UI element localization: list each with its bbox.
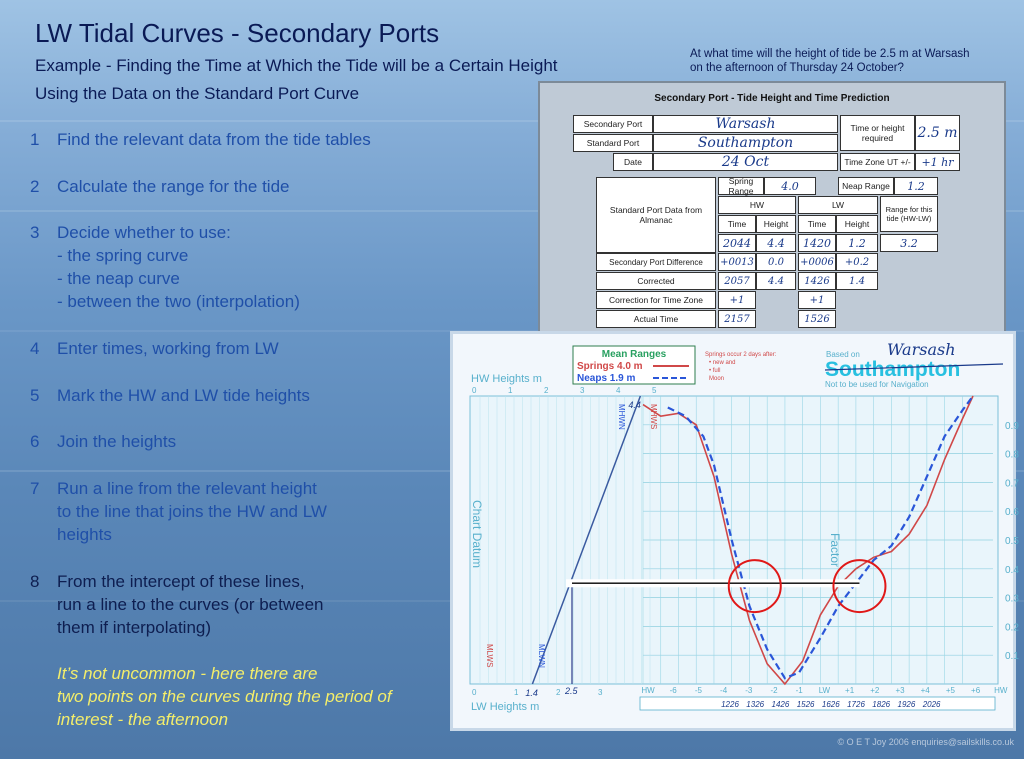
factor-tick-label: 0.6 (1005, 507, 1019, 519)
corr-hw-height: 4.4 (756, 272, 796, 290)
range-value: 3.2 (880, 234, 938, 252)
legend-springs: Springs 4.0 m (577, 361, 643, 372)
step-8 (30, 570, 323, 639)
time-entry: 1326 (746, 700, 765, 709)
port-handwritten: Warsash (887, 340, 956, 359)
hw-time-value: 2044 (718, 234, 756, 252)
step-text: Join the heights (57, 432, 177, 451)
diff-hw-height: 0.0 (756, 253, 796, 271)
step-number: 2 (30, 177, 40, 196)
lw-height-tick: 3 (598, 688, 603, 697)
time-axis-label: +2 (870, 686, 880, 695)
time-axis-label: +6 (971, 686, 981, 695)
factor-tick-label: 0.4 (1005, 564, 1019, 576)
timezone-value: +1 hr (915, 153, 960, 171)
actual-label: Actual Time (596, 310, 716, 328)
step-line: From the intercept of these lines, (57, 572, 305, 591)
corr-lw-height: 1.4 (836, 272, 878, 290)
diff-hw-time: +0013 (718, 253, 756, 271)
legend-neaps: Neaps 1.9 m (577, 373, 636, 384)
lw-height-tick: 1 (514, 688, 519, 697)
height-mark: 2.5 (565, 686, 578, 696)
neap-range-value: 1.2 (894, 177, 938, 195)
time-entry: 1626 (821, 700, 840, 709)
note (57, 662, 392, 731)
note-line: It’s not uncommon - here there are (57, 664, 318, 683)
springs-note-item: Moon (709, 376, 725, 382)
springs-note: Springs occur 2 days after: (705, 352, 777, 358)
tz-correction-label: Correction for Time Zone (596, 291, 716, 309)
step-subitem: - the neap curve (57, 269, 180, 288)
range-label: Range for this tide (HW-LW) (880, 196, 938, 232)
timezone-label: Time Zone UT +/- (840, 153, 915, 171)
lw-time-value: 1420 (798, 234, 836, 252)
hw-height-header: Height (756, 215, 796, 233)
step-number: 5 (30, 386, 40, 405)
hw-header: HW (718, 196, 796, 214)
step-line: them if interpolating) (57, 618, 212, 637)
page-title: LW Tidal Curves - Secondary Ports (35, 18, 440, 48)
subtitle: Example - Finding the Time at Which the Tide will be a Certain Height (35, 56, 558, 75)
time-axis-label: +1 (845, 686, 855, 695)
step-text: Decide whether to use: (57, 223, 231, 242)
lw-time-header: Time (798, 215, 836, 233)
not-for-navigation: Not to be used for Navigation (825, 380, 929, 389)
corrected-label: Corrected (596, 272, 716, 290)
subtitle-2: Using the Data on the Standard Port Curve (35, 84, 360, 103)
time-axis-label: LW (818, 686, 831, 695)
time-axis-label: +3 (895, 686, 905, 695)
time-entry: 1826 (872, 700, 891, 709)
time-axis-label: -5 (694, 686, 702, 695)
note-line: interest - the afternoon (57, 710, 229, 729)
time-axis-label: +5 (945, 686, 955, 695)
secondary-port-label: Secondary Port (573, 115, 653, 133)
lw-header: LW (798, 196, 878, 214)
factor-tick-label: 0.8 (1005, 449, 1019, 461)
factor-tick-label: 0.9 (1005, 420, 1019, 432)
spring-range-label: Spring Range (718, 177, 764, 195)
step-3 (30, 221, 300, 313)
time-axis-label: HW (641, 686, 655, 695)
time-entry: 1726 (847, 700, 865, 709)
form-title: Secondary Port - Tide Height and Time Prediction (654, 93, 890, 104)
factor-tick-label: 0.1 (1005, 651, 1019, 663)
actual-lw: 1526 (798, 310, 836, 328)
step-5 (30, 384, 310, 407)
std-port-data-label: Standard Port Data from Almanac (596, 177, 716, 253)
hw-time-header: Time (718, 215, 756, 233)
time-entry: 2026 (922, 700, 941, 709)
step-4 (30, 337, 279, 360)
mhwn-label: MHWN (617, 404, 626, 430)
time-axis-label: -2 (770, 686, 778, 695)
step-line: run a line to the curves (or between (57, 595, 324, 614)
tidal-curve-svg (453, 334, 1019, 728)
note-line: two points on the curves during the period of (57, 687, 392, 706)
lw-heights-label: LW Heights m (471, 701, 540, 713)
time-or-height-label: Time or height required (840, 115, 915, 151)
neap-range-label: Neap Range (838, 177, 894, 195)
time-entry-row (640, 697, 995, 710)
step-text: Enter times, working from LW (57, 339, 279, 358)
step-subitem: - between the two (interpolation) (57, 292, 300, 311)
question-line-2: on the afternoon of Thursday 24 October? (690, 62, 904, 74)
step-text: Calculate the range for the tide (57, 177, 290, 196)
step-number: 1 (30, 130, 40, 149)
step-1 (30, 128, 371, 151)
diff-lw-height: +0.2 (836, 253, 878, 271)
step-line: to the line that joins the HW and LW (57, 502, 327, 521)
tz-lw: +1 (798, 291, 836, 309)
step-line: heights (57, 525, 112, 544)
lw-height-value: 1.2 (836, 234, 878, 252)
height-required-value: 2.5 m (915, 115, 960, 151)
factor-tick-label: 0.7 (1005, 478, 1019, 490)
based-on: Based on (826, 350, 860, 359)
date-label: Date (613, 153, 653, 171)
hw-height-mark: 4.4 (628, 400, 641, 410)
diff-lw-time: +0006 (798, 253, 836, 271)
time-entry: 1526 (796, 700, 815, 709)
standard-port-label: Standard Port (573, 134, 653, 152)
factor-tick-label: 0.5 (1005, 536, 1019, 547)
hw-height-tick: 5 (652, 386, 657, 395)
actual-hw: 2157 (718, 310, 756, 328)
time-entry: 1926 (897, 700, 916, 709)
date-value: 24 Oct (653, 153, 838, 171)
spring-range-value: 4.0 (764, 177, 816, 195)
lw-height-tick: 2 (556, 688, 561, 697)
hw-height-tick: 1 (508, 386, 513, 395)
step-text: Find the relevant data from the tide tables (57, 130, 371, 149)
hw-height-tick: 4 (616, 386, 621, 395)
factor-label: Factor (828, 532, 842, 568)
corr-hw-time: 2057 (718, 272, 756, 290)
mhws-label: MHWS (649, 404, 658, 430)
copyright: © O E T Joy 2006 enquiries@sailskills.co.uk (837, 737, 1014, 747)
springs-note-item: • full (709, 368, 721, 374)
corr-lw-time: 1426 (798, 272, 836, 290)
tidal-curve-chart (450, 331, 1019, 731)
port-name: Southampton (825, 358, 961, 381)
time-axis-label: -6 (669, 686, 677, 695)
hw-heights-label: HW Heights m (471, 373, 542, 385)
question-text (690, 47, 970, 75)
step-2 (30, 175, 289, 198)
factor-tick-label: 0.2 (1005, 622, 1019, 634)
lw-height-header: Height (836, 215, 878, 233)
step-number: 3 (30, 223, 40, 242)
standard-port-value: Southampton (653, 134, 838, 152)
hw-height-value: 4.4 (756, 234, 796, 252)
lw-height-mark: 1.4 (525, 688, 538, 698)
time-axis-label: -1 (795, 686, 803, 695)
hw-height-tick: 0 (472, 386, 477, 395)
step-number: 8 (30, 572, 40, 591)
question-line-1: At what time will the height of tide be 2.5 m at Warsash (690, 48, 970, 60)
prediction-form (538, 81, 1006, 335)
mlws-label: MLWS (485, 644, 494, 668)
time-axis-label: HW (994, 686, 1008, 695)
step-6 (30, 430, 176, 453)
legend-title: Mean Ranges (601, 349, 667, 360)
step-line: Run a line from the relevant height (57, 479, 317, 498)
step-subitem: - the spring curve (57, 246, 189, 265)
hw-height-tick: 3 (580, 386, 585, 395)
secondary-port-value: Warsash (653, 115, 838, 133)
time-axis-label: -3 (745, 686, 753, 695)
diff-label: Secondary Port Difference (596, 253, 716, 271)
factor-tick-label: 0.3 (1005, 593, 1019, 605)
step-number: 7 (30, 479, 40, 498)
step-text: Mark the HW and LW tide heights (57, 386, 310, 405)
step-number: 4 (30, 339, 40, 358)
hw-height-tick: 2 (544, 386, 549, 395)
tz-hw: +1 (718, 291, 756, 309)
springs-note-item: • new and (709, 360, 736, 366)
chart-datum-label: Chart Datum (470, 499, 484, 569)
time-entry: 1426 (771, 700, 790, 709)
time-axis-label: -4 (720, 686, 728, 695)
time-entry: 1226 (721, 700, 739, 709)
step-7 (30, 477, 327, 546)
lw-height-tick: 0 (472, 688, 477, 697)
mlwn-label: MLWN (537, 644, 546, 668)
time-axis-label: +4 (920, 686, 930, 695)
step-number: 6 (30, 432, 40, 451)
